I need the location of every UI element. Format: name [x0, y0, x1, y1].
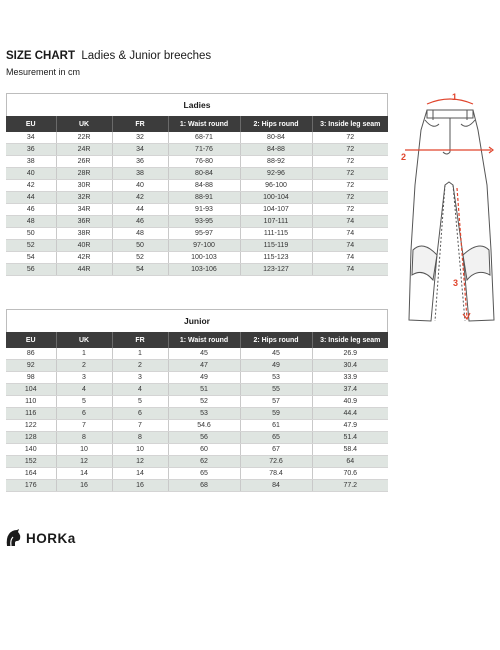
cell-eu: 34 — [6, 132, 56, 144]
table-row — [6, 444, 388, 456]
cell-hips: 57 — [240, 396, 312, 408]
cell-uk: 3 — [56, 372, 112, 384]
table-row — [6, 144, 388, 156]
table-row — [6, 408, 388, 420]
cell-hips: 123-127 — [240, 264, 312, 276]
cell-uk: 7 — [56, 420, 112, 432]
cell-waist: 54.6 — [168, 420, 240, 432]
cell-waist: 68-71 — [168, 132, 240, 144]
ladies-header-row — [6, 116, 388, 132]
cell-fr: 8 — [112, 432, 168, 444]
cell-fr: 10 — [112, 444, 168, 456]
cell-uk: 14 — [56, 468, 112, 480]
table-row — [6, 252, 388, 264]
column-header-uk: UK — [56, 332, 112, 348]
cell-eu: 50 — [6, 228, 56, 240]
table-row — [6, 204, 388, 216]
column-header-waist: 1: Waist round — [168, 332, 240, 348]
ladies-table-title: Ladies — [6, 93, 388, 116]
cell-hips: 115-119 — [240, 240, 312, 252]
cell-eu: 140 — [6, 444, 56, 456]
cell-waist: 76-80 — [168, 156, 240, 168]
cell-waist: 49 — [168, 372, 240, 384]
table-row — [6, 192, 388, 204]
cell-waist: 68 — [168, 480, 240, 492]
column-header-waist: 1: Waist round — [168, 116, 240, 132]
cell-uk: 16 — [56, 480, 112, 492]
junior-header-row — [6, 332, 388, 348]
table-row — [6, 396, 388, 408]
pocket-left — [425, 120, 439, 126]
cell-hips: 65 — [240, 432, 312, 444]
cell-fr: 40 — [112, 180, 168, 192]
cell-fr: 42 — [112, 192, 168, 204]
cell-uk: 30R — [56, 180, 112, 192]
cell-waist: 65 — [168, 468, 240, 480]
cell-inside-leg: 77.2 — [312, 480, 388, 492]
cell-eu: 36 — [6, 144, 56, 156]
cell-waist: 80-84 — [168, 168, 240, 180]
cell-uk: 5 — [56, 396, 112, 408]
cell-inside-leg: 74 — [312, 216, 388, 228]
cell-waist: 97-100 — [168, 240, 240, 252]
cell-fr: 52 — [112, 252, 168, 264]
table-row — [6, 468, 388, 480]
cell-eu: 52 — [6, 240, 56, 252]
cell-fr: 3 — [112, 372, 168, 384]
cell-fr: 36 — [112, 156, 168, 168]
inner-seam-left — [435, 185, 445, 321]
cell-waist: 62 — [168, 456, 240, 468]
cell-waist: 45 — [168, 348, 240, 360]
cell-uk: 22R — [56, 132, 112, 144]
cell-fr: 50 — [112, 240, 168, 252]
cell-inside-leg: 72 — [312, 132, 388, 144]
cell-inside-leg: 37.4 — [312, 384, 388, 396]
cell-hips: 100-104 — [240, 192, 312, 204]
cell-waist: 95-97 — [168, 228, 240, 240]
horse-head-icon — [4, 528, 22, 548]
cell-hips: 67 — [240, 444, 312, 456]
cell-waist: 88-91 — [168, 192, 240, 204]
table-row — [6, 384, 388, 396]
title-bold: SIZE CHART — [6, 50, 75, 62]
cell-hips: 84 — [240, 480, 312, 492]
cell-uk: 12 — [56, 456, 112, 468]
cell-waist: 56 — [168, 432, 240, 444]
table-row — [6, 420, 388, 432]
cell-hips: 92-96 — [240, 168, 312, 180]
junior-size-table — [6, 332, 388, 492]
cell-inside-leg: 70.6 — [312, 468, 388, 480]
table-row — [6, 264, 388, 276]
table-row — [6, 156, 388, 168]
cell-uk: 6 — [56, 408, 112, 420]
cell-uk: 1 — [56, 348, 112, 360]
cell-eu: 40 — [6, 168, 56, 180]
cell-eu: 128 — [6, 432, 56, 444]
breeches-illustration — [403, 90, 497, 330]
cell-fr: 48 — [112, 228, 168, 240]
column-header-eu: EU — [6, 332, 56, 348]
cell-uk: 42R — [56, 252, 112, 264]
cell-eu: 56 — [6, 264, 56, 276]
cell-hips: 61 — [240, 420, 312, 432]
cell-eu: 46 — [6, 204, 56, 216]
cell-hips: 78.4 — [240, 468, 312, 480]
breeches-outline — [409, 110, 494, 321]
table-row — [6, 348, 388, 360]
cell-inside-leg: 72 — [312, 204, 388, 216]
cell-eu: 92 — [6, 360, 56, 372]
cell-hips: 72.6 — [240, 456, 312, 468]
cell-inside-leg: 58.4 — [312, 444, 388, 456]
logo-text: HORKa — [26, 530, 76, 546]
waistband — [427, 110, 473, 118]
cell-uk: 24R — [56, 144, 112, 156]
cell-inside-leg: 30.4 — [312, 360, 388, 372]
cell-fr: 44 — [112, 204, 168, 216]
page-subtitle: Mesurement in cm — [6, 67, 81, 77]
cell-eu: 116 — [6, 408, 56, 420]
column-header-hips: 2: Hips round — [240, 116, 312, 132]
cell-eu: 176 — [6, 480, 56, 492]
table-row — [6, 180, 388, 192]
cell-waist: 100-103 — [168, 252, 240, 264]
cell-inside-leg: 64 — [312, 456, 388, 468]
cell-uk: 38R — [56, 228, 112, 240]
column-header-inside-leg: 3: Inside leg seam — [312, 116, 388, 132]
column-header-fr: FR — [112, 332, 168, 348]
cell-fr: 7 — [112, 420, 168, 432]
cell-hips: 55 — [240, 384, 312, 396]
cell-fr: 32 — [112, 132, 168, 144]
column-header-inside-leg: 3: Inside leg seam — [312, 332, 388, 348]
cell-fr: 6 — [112, 408, 168, 420]
table-row — [6, 372, 388, 384]
cell-uk: 2 — [56, 360, 112, 372]
junior-table-title: Junior — [6, 309, 388, 332]
cell-uk: 36R — [56, 216, 112, 228]
cell-fr: 5 — [112, 396, 168, 408]
cell-fr: 46 — [112, 216, 168, 228]
cell-uk: 28R — [56, 168, 112, 180]
cell-fr: 54 — [112, 264, 168, 276]
cell-uk: 32R — [56, 192, 112, 204]
cell-inside-leg: 72 — [312, 156, 388, 168]
cell-inside-leg: 51.4 — [312, 432, 388, 444]
cell-eu: 44 — [6, 192, 56, 204]
title-rest: Ladies & Junior breeches — [81, 50, 212, 62]
cell-uk: 26R — [56, 156, 112, 168]
table-row — [6, 432, 388, 444]
cell-hips: 59 — [240, 408, 312, 420]
cell-uk: 10 — [56, 444, 112, 456]
cell-uk: 44R — [56, 264, 112, 276]
cell-eu: 164 — [6, 468, 56, 480]
table-row — [6, 216, 388, 228]
cell-hips: 53 — [240, 372, 312, 384]
cell-hips: 115-123 — [240, 252, 312, 264]
marker-hips: 2 — [401, 152, 407, 162]
cell-inside-leg: 33.9 — [312, 372, 388, 384]
cell-inside-leg: 74 — [312, 240, 388, 252]
cell-eu: 152 — [6, 456, 56, 468]
cell-waist: 52 — [168, 396, 240, 408]
cell-eu: 98 — [6, 372, 56, 384]
cell-waist: 60 — [168, 444, 240, 456]
table-row — [6, 480, 388, 492]
cell-eu: 104 — [6, 384, 56, 396]
junior-size-table-section — [6, 309, 388, 492]
cell-inside-leg: 74 — [312, 228, 388, 240]
cell-hips: 88-92 — [240, 156, 312, 168]
cell-inside-leg: 74 — [312, 264, 388, 276]
knee-patch-right — [463, 246, 490, 280]
cell-uk: 34R — [56, 204, 112, 216]
table-row — [6, 240, 388, 252]
column-header-hips: 2: Hips round — [240, 332, 312, 348]
cell-eu: 122 — [6, 420, 56, 432]
column-header-uk: UK — [56, 116, 112, 132]
page-header — [6, 50, 211, 77]
cell-inside-leg: 40.9 — [312, 396, 388, 408]
cell-waist: 103-106 — [168, 264, 240, 276]
cell-fr: 38 — [112, 168, 168, 180]
cell-waist: 53 — [168, 408, 240, 420]
cell-uk: 8 — [56, 432, 112, 444]
cell-uk: 4 — [56, 384, 112, 396]
cell-fr: 14 — [112, 468, 168, 480]
table-row — [6, 228, 388, 240]
pocket-right — [461, 120, 475, 126]
waist-measure-line — [427, 99, 473, 104]
cell-hips: 104-107 — [240, 204, 312, 216]
ladies-size-table-section — [6, 93, 388, 276]
marker-inside-leg: 3 — [453, 278, 459, 288]
cell-uk: 40R — [56, 240, 112, 252]
ladies-size-table — [6, 116, 388, 276]
cell-hips: 96-100 — [240, 180, 312, 192]
cell-fr: 34 — [112, 144, 168, 156]
cell-hips: 80-84 — [240, 132, 312, 144]
cell-inside-leg: 72 — [312, 144, 388, 156]
cell-waist: 84-88 — [168, 180, 240, 192]
cell-eu: 86 — [6, 348, 56, 360]
fly-seam — [443, 118, 450, 154]
cell-inside-leg: 72 — [312, 180, 388, 192]
cell-inside-leg: 44.4 — [312, 408, 388, 420]
cell-fr: 4 — [112, 384, 168, 396]
cell-hips: 84-88 — [240, 144, 312, 156]
cell-hips: 111-115 — [240, 228, 312, 240]
cell-inside-leg: 26.9 — [312, 348, 388, 360]
column-header-fr: FR — [112, 116, 168, 132]
cell-inside-leg: 72 — [312, 192, 388, 204]
cell-waist: 93-95 — [168, 216, 240, 228]
table-row — [6, 132, 388, 144]
cell-eu: 38 — [6, 156, 56, 168]
cell-inside-leg: 47.9 — [312, 420, 388, 432]
cell-eu: 42 — [6, 180, 56, 192]
column-header-eu: EU — [6, 116, 56, 132]
page-title — [6, 50, 211, 62]
marker-waist: 1 — [452, 92, 458, 102]
cell-fr: 12 — [112, 456, 168, 468]
table-row — [6, 360, 388, 372]
cell-inside-leg: 72 — [312, 168, 388, 180]
cell-inside-leg: 74 — [312, 252, 388, 264]
knee-patch-left — [412, 246, 437, 280]
table-row — [6, 456, 388, 468]
cell-fr: 1 — [112, 348, 168, 360]
table-row — [6, 168, 388, 180]
cell-hips: 49 — [240, 360, 312, 372]
cell-fr: 2 — [112, 360, 168, 372]
cell-eu: 110 — [6, 396, 56, 408]
cell-hips: 107-111 — [240, 216, 312, 228]
cell-waist: 91-93 — [168, 204, 240, 216]
cell-eu: 54 — [6, 252, 56, 264]
cell-waist: 71-76 — [168, 144, 240, 156]
cell-waist: 51 — [168, 384, 240, 396]
horka-logo — [4, 528, 76, 548]
cell-fr: 16 — [112, 480, 168, 492]
cell-waist: 47 — [168, 360, 240, 372]
cell-eu: 48 — [6, 216, 56, 228]
cell-hips: 45 — [240, 348, 312, 360]
